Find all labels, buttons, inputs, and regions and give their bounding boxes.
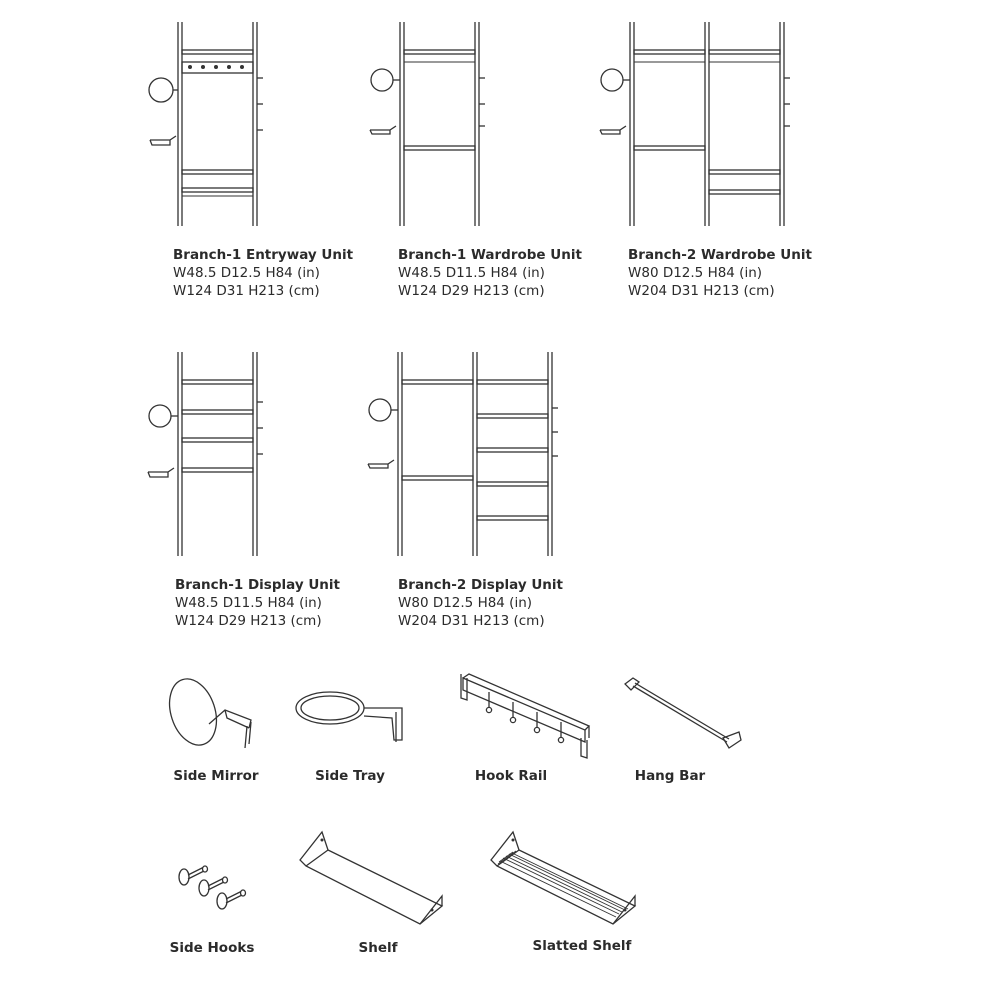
side-hooks-icon bbox=[170, 855, 260, 915]
unit-dims-in: W80 D12.5 H84 (in) bbox=[398, 595, 533, 611]
acc-label: Side Tray bbox=[315, 768, 385, 784]
unit-name: Branch-2 Wardrobe Unit bbox=[628, 247, 812, 263]
unit-dims-cm: W124 D29 H213 (cm) bbox=[175, 613, 322, 629]
unit-name: Branch-2 Display Unit bbox=[398, 577, 563, 593]
unit-caption-wardrobe-2 bbox=[628, 246, 812, 300]
unit-caption-entryway bbox=[173, 246, 353, 300]
shelf-icon bbox=[292, 828, 452, 928]
side-mirror-icon bbox=[165, 672, 260, 757]
unit-dims-cm: W204 D31 H213 (cm) bbox=[628, 283, 775, 299]
unit-caption-display-2 bbox=[398, 576, 563, 630]
unit-name: Branch-1 Wardrobe Unit bbox=[398, 247, 582, 263]
unit-dims-in: W80 D12.5 H84 (in) bbox=[628, 265, 763, 281]
unit-name: Branch-1 Entryway Unit bbox=[173, 247, 354, 263]
unit-dims-in: W48.5 D11.5 H84 (in) bbox=[175, 595, 322, 611]
unit-caption-wardrobe-1 bbox=[398, 246, 582, 300]
acc-label: Slatted Shelf bbox=[532, 938, 632, 954]
unit-dims-in: W48.5 D12.5 H84 (in) bbox=[173, 265, 320, 281]
unit-caption-display-1 bbox=[175, 576, 340, 630]
unit-drawing-display-2 bbox=[360, 348, 574, 560]
unit-drawing-wardrobe-1 bbox=[362, 18, 502, 230]
unit-drawing-display-1 bbox=[140, 348, 280, 560]
unit-drawing-wardrobe-2 bbox=[592, 18, 806, 230]
acc-label: Hang Bar bbox=[634, 768, 706, 784]
unit-dims-cm: W124 D31 H213 (cm) bbox=[173, 283, 320, 299]
acc-label: Shelf bbox=[358, 940, 398, 956]
unit-dims-cm: W124 D29 H213 (cm) bbox=[398, 283, 545, 299]
acc-label: Side Mirror bbox=[173, 768, 259, 784]
side-tray-icon bbox=[292, 682, 412, 752]
unit-name: Branch-1 Display Unit bbox=[175, 577, 340, 593]
unit-dims-cm: W204 D31 H213 (cm) bbox=[398, 613, 545, 629]
hook-rail-icon bbox=[455, 668, 595, 763]
acc-label: Side Hooks bbox=[169, 940, 255, 956]
unit-drawing-entryway bbox=[140, 18, 280, 230]
slatted-shelf-icon bbox=[485, 826, 645, 930]
hang-bar-icon bbox=[615, 672, 750, 757]
acc-label: Hook Rail bbox=[474, 768, 548, 784]
unit-dims-in: W48.5 D11.5 H84 (in) bbox=[398, 265, 545, 281]
